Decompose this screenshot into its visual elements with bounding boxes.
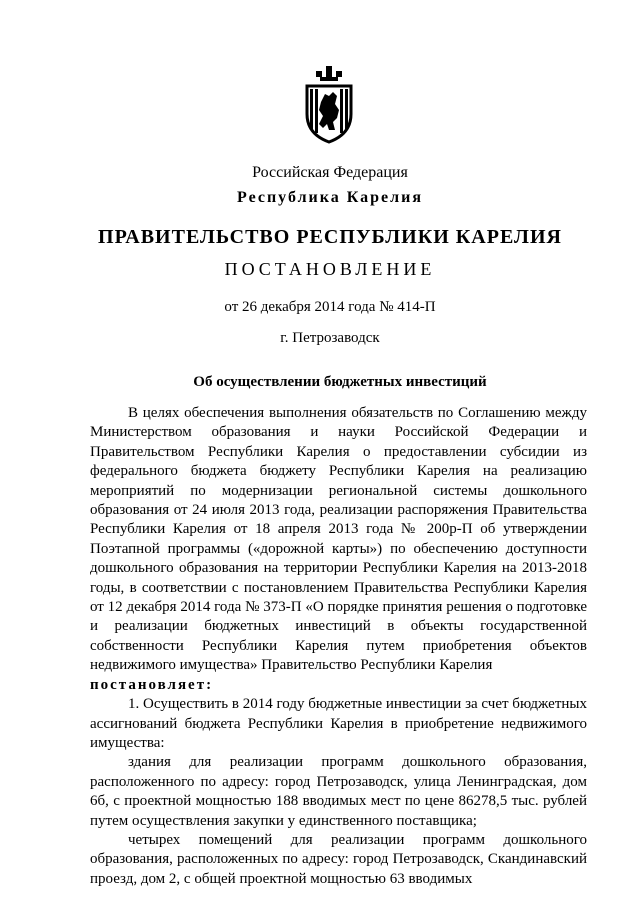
item-1-paragraph: 1. Осуществить в 2014 году бюджетные инвестиции за счет бюджетных ассигнований бюджета Республики Карелия в приобретение недвижимого имущества: [90,696,587,751]
decree-word: постановляет: [90,676,214,693]
item-1a-paragraph: здания для реализации программ дошкольного образования, расположенного по адресу: город Петрозаводск, улица Ленинградская, дом 6б, с проектной мощностью 188 вводимых мест по цене 86278,5 тыс. рублей путем осуществления закупки у единственного поставщика; [90,754,587,829]
date-and-number: от 26 декабря 2014 года № 414-П [224,299,436,315]
item-1b-paragraph: четырех помещений для реализации программ дошкольного образования, расположенных по адресу: город Петрозаводск, Скандинавский проезд, дом 2, с общей проектной мощностью 63 вводимых [90,831,587,887]
karelia-coat-of-arms-icon [299,62,359,146]
document-type: ПОСТАНОВЛЕНИЕ [224,259,436,279]
document-subject: Об осуществлении бюджетных инвестиций [193,374,487,390]
decree-word-line [90,676,587,695]
government-title: ПРАВИТЕЛЬСТВО РЕСПУБЛИКИ КАРЕЛИЯ [98,226,562,248]
city: г. Петрозаводск [280,330,380,346]
country-name: Российская Федерация [252,164,408,181]
republic-name: Республика Карелия [237,189,423,206]
preamble-paragraph: В целях обеспечения выполнения обязательств по Соглашению между Министерством образования и науки Российской Федерации и Правительством Республики Карелия о предоставлении субсидии из федерального бюджета бюджету Республики Карелия на реализацию мероприятий по модернизации региональной системы дошкольного образования от 24 июля 2013 года, реализации распоряжения Правительства Республики Карелия от 18 апреля 2013 года № 200р-П об утверждении Поэтапной программы («дорожной карты») по обеспечению доступности дошкольного образования на территории Республики Карелия на 2013-2018 годы, в соответствии с постановлением Правительства Республики Карелия от 12 декабря 2014 года № 373-П «О порядке принятия решения о подготовке и реализации бюджетных инвестиций в объекты государственной собственности Республики Карелия путем приобретения объектов недвижимого имущества» Правительство Республики Карелия [90,405,587,674]
document-body [90,404,587,889]
